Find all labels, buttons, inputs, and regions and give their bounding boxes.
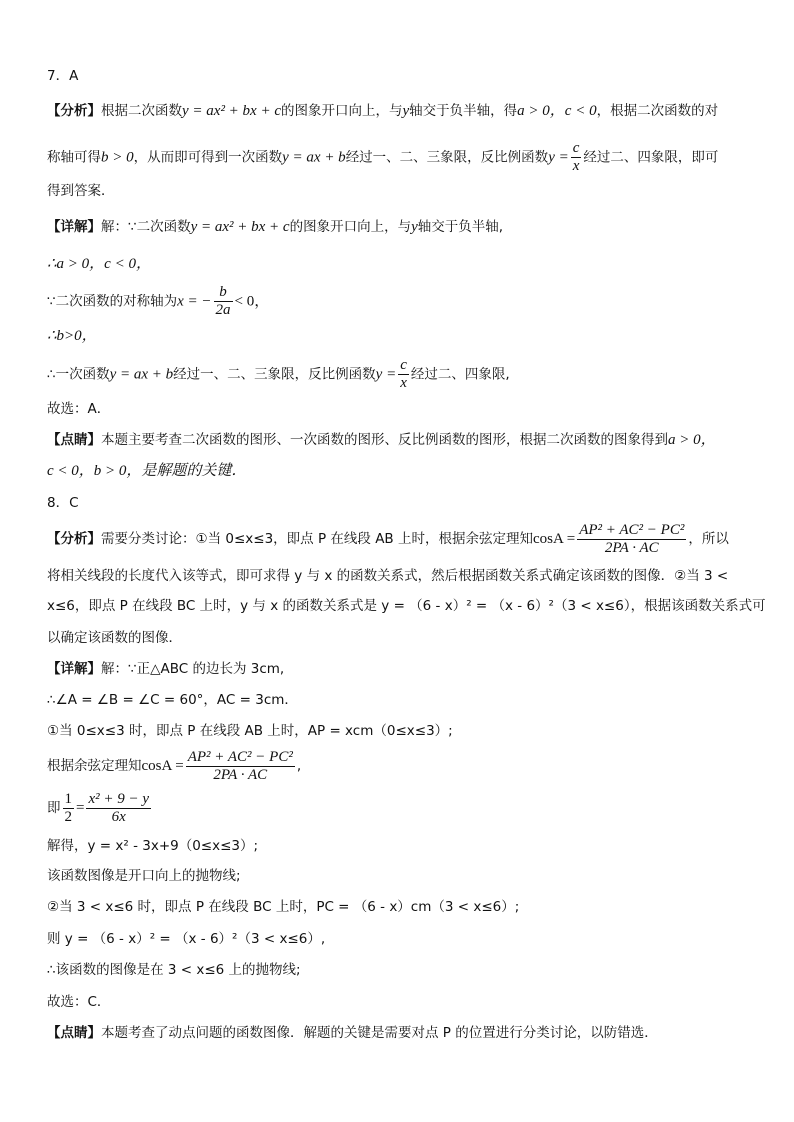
q8-detail-line-9: 则 y = （6 - x）² = （x - 6）²（3 < x≤6）,	[47, 931, 326, 947]
q7-detail-line-2: ∴a > 0，c < 0，	[47, 256, 151, 272]
q7-header: 7．A	[47, 68, 79, 84]
comment-label: 【点睛】	[47, 432, 101, 448]
fraction-rhs: $\frac{\text{x² + 9 − y}}{6x}$	[88, 790, 150, 825]
detail-label: 【详解】	[47, 661, 101, 677]
q7-analysis-line-3: 得到答案．	[47, 183, 115, 199]
linear-formula: y = ax + b	[282, 149, 346, 166]
q7-detail-line-5: ∴一次函数y = ax + b经过一、二、三象限，反比例函数y = $\frac{c}{x}$ 经过二、四象限,	[47, 357, 510, 391]
fraction-b-over-2a: $\frac{b}{2a}$	[215, 284, 231, 318]
q7-detail-line-3: ∵二次函数的对称轴为x = − $\frac{b}{2a}$ < 0，	[47, 284, 270, 318]
q7-analysis-line-1: 【分析】根据二次函数y = ax² + bx + c的图象开口向上，与y轴交于负半轴，得a > 0，c < 0，根据二次函数的对	[47, 103, 719, 119]
q8-detail-line-6: 解得，y = x² - 3x+9（0≤x≤3）;	[47, 838, 259, 854]
fraction-c-over-x: $\frac{c}{x}$	[572, 140, 580, 174]
cosine-law-fraction: $\frac{\text{AP² + AC² − PC²}}{2PA \cdot AC}$	[187, 748, 293, 783]
q8-detail-line-4: 根据余弦定理知cosA = $\frac{\text{AP² + AC² − PC²}}{2PA \cdot AC}$ ,	[47, 748, 302, 783]
q8-detail-line-2: ∴∠A = ∠B = ∠C = 60°，AC = 3cm．	[47, 692, 298, 708]
q7-comment-line-2: c < 0，b > 0，是解题的关键．	[47, 463, 247, 479]
q8-detail-line-8: ②当 3 < x≤6 时，即点 P 在线段 BC 上时，PC = （6 - x）cm（3 < x≤6）;	[47, 899, 520, 915]
cosine-law-fraction: $\frac{\text{AP² + AC² − PC²}}{2PA \cdot AC}$	[579, 521, 685, 556]
q7-detail-line-4: ∴b>0，	[47, 328, 97, 344]
quadratic-formula: y = ax² + bx + c	[182, 103, 281, 119]
q7-detail-line-6: 故选：A．	[47, 401, 111, 417]
analysis-label: 【分析】	[47, 103, 101, 119]
q8-detail-line-10: ∴该函数的图像是在 3 < x≤6 上的抛物线;	[47, 962, 301, 978]
q8-detail-line-5: 即 $\frac{1}{2}$ = $\frac{\text{x² + 9 − y}}{6x}$	[47, 790, 150, 825]
q7-detail-line-1: 【详解】解：∵二次函数y = ax² + bx + c的图象开口向上，与y轴交于负半轴,	[47, 219, 504, 235]
q8-comment-line-1: 【点睛】本题考查了动点问题的函数图像．解题的关键是需要对点 P 的位置进行分类讨论，以防错选．	[47, 1025, 658, 1041]
detail-label: 【详解】	[47, 219, 101, 235]
q8-detail-line-7: 该函数图像是开口向上的抛物线;	[47, 868, 241, 884]
q8-analysis-line-4: 以确定该函数的图像．	[47, 630, 182, 646]
q7-comment-line-1: 【点睛】本题主要考查二次函数的图形、一次函数的图形、反比例函数的图形，根据二次函数的图象得到a > 0，	[47, 432, 716, 448]
q8-header: 8．C	[47, 495, 79, 511]
q8-detail-line-11: 故选：C．	[47, 994, 111, 1010]
fraction-one-half: $\frac{1}{2}$	[64, 790, 72, 825]
fraction-c-over-x: $\frac{c}{x}$	[400, 357, 407, 391]
q8-detail-line-1: 【详解】解：∵正△ABC 的边长为 3cm,	[47, 661, 285, 677]
q8-detail-line-3: ①当 0≤x≤3 时，即点 P 在线段 AB 上时，AP = xcm（0≤x≤3）;	[47, 723, 453, 739]
q8-analysis-line-2: 将相关线段的长度代入该等式，即可求得 y 与 x 的函数关系式，然后根据函数关系式确定该函数的图像．②当 3 <	[47, 568, 729, 584]
q8-analysis-line-1: 【分析】需要分类讨论：①当 0≤x≤3，即点 P 在线段 AB 上时，根据余弦定理知cosA = $\frac{\text{AP² + AC² − PC²}}{2PA \cdot AC}$ ，所以	[47, 521, 729, 556]
q8-analysis-line-3: x≤6，即点 P 在线段 BC 上时，y 与 x 的函数关系式是 y = （6 - x）² = （x - 6）²（3 < x≤6），根据该函数关系式可	[47, 598, 766, 614]
analysis-label: 【分析】	[47, 531, 101, 547]
comment-label: 【点睛】	[47, 1025, 101, 1041]
q7-analysis-line-2: 称轴可得b > 0，从而即可得到一次函数y = ax + b经过一、二、三象限，反比例函数y = $\frac{c}{x}$ 经过二、四象限，即可	[47, 140, 719, 174]
